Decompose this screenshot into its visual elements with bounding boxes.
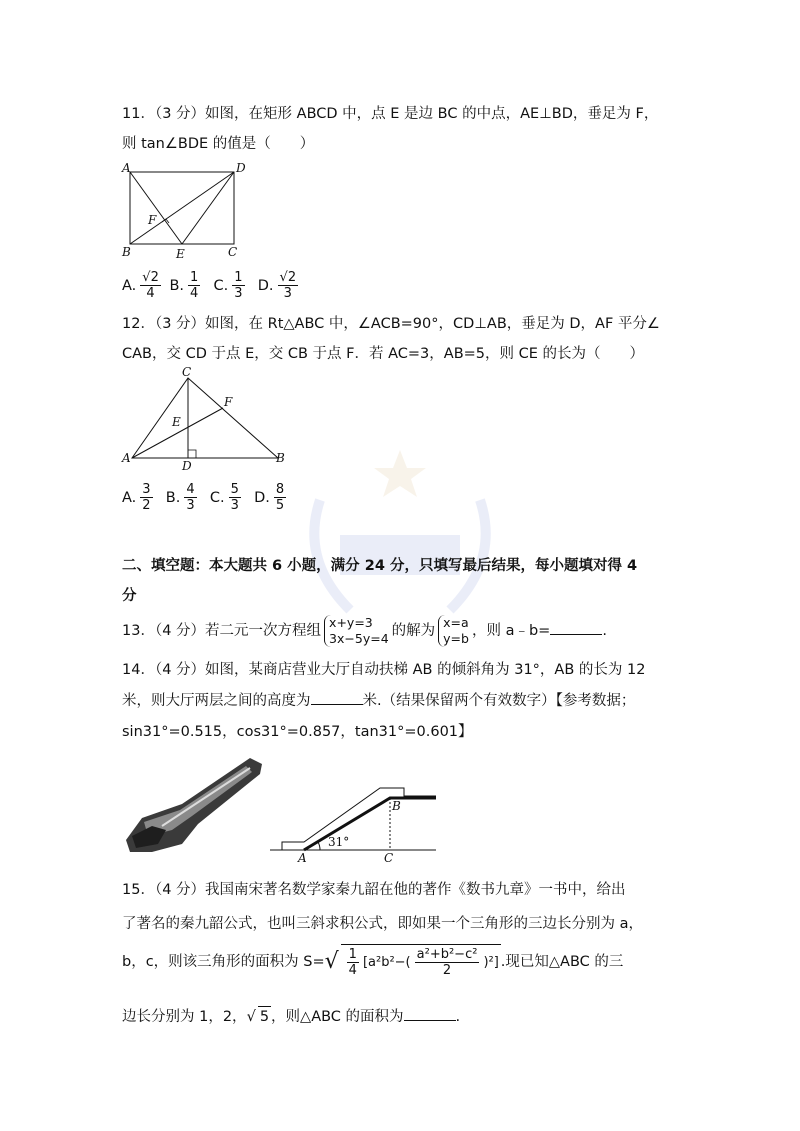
- q15-line4: 边长分别为 1，2，√ 5 ，则△ABC 的面积为 .: [122, 1006, 460, 1027]
- q15-formula: √ $\frac{1}{4}$ [a²b²−( $\frac{\text{a²+b²−c²}}{2}$ )²]: [325, 944, 501, 980]
- q11-label-f: F: [148, 213, 157, 227]
- section2-heading-line1: 二、填空题：本大题共 6 小题，满分 24 分，只填写最后结果，每小题填对得 4: [122, 558, 638, 574]
- q14-figure: [270, 780, 440, 864]
- q11-label-b: B: [122, 245, 131, 259]
- q11-option-b[interactable]: B. $\frac{1}{4}$: [169, 270, 199, 301]
- q11-option-c[interactable]: C. $\frac{1}{3}$: [213, 270, 243, 301]
- q11-label-e: E: [176, 247, 185, 261]
- q12-label-c: C: [182, 365, 192, 379]
- q13-solution-system: x=a y=b: [438, 615, 469, 647]
- q13-prefix: 13．（4 分）若二元一次方程组: [122, 623, 322, 639]
- q15-line2: 了著名的秦九韶公式，也叫三斜求积公式，即如果一个三角形的三边长分别为 a，: [122, 916, 643, 932]
- q14-label-c: C: [384, 851, 394, 864]
- q13-line: 13．（4 分）若二元一次方程组 x+y=3 3x−5y=4 的解为 x=a y=b ，则 a﹣b= .: [122, 615, 607, 646]
- section2-heading-line2: 分: [122, 588, 137, 604]
- q12-label-a: A: [122, 451, 131, 465]
- q12-label-b: B: [276, 451, 285, 465]
- q11-label-d: D: [236, 161, 246, 175]
- q14-angle-label: 31°: [328, 835, 350, 849]
- q14-line3: sin31°=0.515，cos31°=0.857，tan31°=0.601】: [122, 724, 473, 740]
- q12-option-c[interactable]: C. $\frac{5}{3}$: [209, 482, 239, 513]
- escalator-photo: [122, 756, 270, 856]
- watermark-logo: [280, 440, 520, 640]
- q11-line2: 则 tan∠BDE 的值是（ ）: [122, 136, 315, 152]
- q11-line1: 11．（3 分）如图，在矩形 ABCD 中，点 E 是边 BC 的中点，AE⊥BD，垂足为 F，: [122, 106, 659, 122]
- q13-middle: 的解为: [391, 623, 436, 639]
- q14-answer-blank[interactable]: [311, 690, 363, 705]
- q11-options: [122, 270, 302, 301]
- q12-option-d[interactable]: D. $\frac{8}{5}$: [254, 482, 285, 513]
- q12-line1: 12．（3 分）如图，在 Rt△ABC 中，∠ACB=90°，CD⊥AB，垂足为 D，AF 平分∠: [122, 316, 660, 332]
- q14-label-a: A: [298, 851, 307, 864]
- q15-line1: 15．（4 分）我国南宋著名数学家秦九韶在他的著作《数书九章》一书中，给出: [122, 882, 626, 898]
- q14-line1: 14．（4 分）如图，某商店营业大厅自动扶梯 AB 的倾斜角为 31°，AB 的长为 12: [122, 662, 646, 678]
- q12-label-e: E: [172, 415, 181, 429]
- q11-option-a[interactable]: A. $\frac{√2}{4}$: [122, 270, 159, 301]
- q12-figure: [118, 362, 293, 474]
- q14-label-b: B: [392, 799, 401, 813]
- q12-label-f: F: [224, 395, 233, 409]
- q13-suffix: ，则 a﹣b=: [471, 623, 551, 639]
- q11-figure: [118, 160, 248, 264]
- q12-option-b[interactable]: B. $\frac{4}{3}$: [165, 482, 195, 513]
- q11-label-a: A: [122, 161, 131, 175]
- q12-line2: CAB，交 CD 于点 E，交 CB 于点 F．若 AC=3，AB=5，则 CE 的长为（ ）: [122, 346, 645, 362]
- q15-answer-blank[interactable]: [404, 1006, 456, 1021]
- q13-answer-blank[interactable]: [550, 620, 602, 635]
- q15-line3: b，c，则该三角形的面积为 S=√ $\frac{1}{4}$ [a²b²−( $\frac{\text{a²+b²−c²}}{2}$ )²] .现已知△ABC 的三: [122, 944, 623, 980]
- q12-option-a[interactable]: A. $\frac{3}{2}$: [122, 482, 151, 513]
- q12-options: [122, 482, 290, 513]
- q11-option-d[interactable]: D. $\frac{√2}{3}$: [257, 270, 297, 301]
- q12-label-d: D: [182, 459, 192, 473]
- q14-line2: 米，则大厅两层之间的高度为 米.（结果保留两个有效数字）【参考数据；: [122, 690, 635, 711]
- q11-label-c: C: [228, 245, 238, 259]
- q13-equation-system: x+y=3 3x−5y=4: [324, 615, 389, 647]
